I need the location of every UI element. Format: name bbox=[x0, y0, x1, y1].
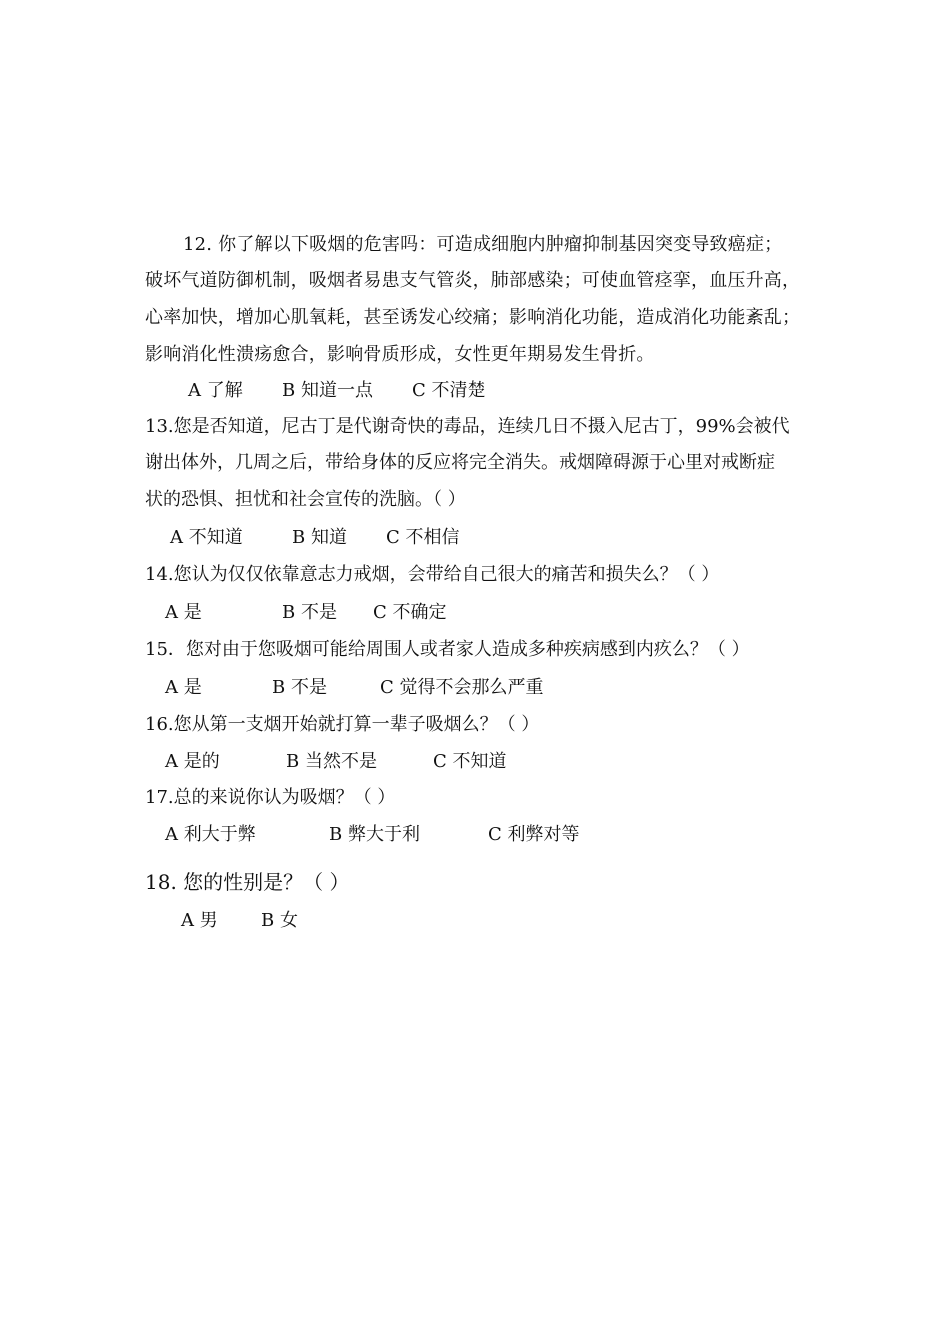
q13-option-c[interactable]: C 不相信 bbox=[386, 527, 460, 548]
q16-option-b[interactable]: B 当然不是 bbox=[286, 751, 377, 772]
q12-option-b[interactable]: B 知道一点 bbox=[282, 380, 373, 401]
q18-option-a[interactable]: A 男 bbox=[181, 910, 218, 931]
q14-option-c[interactable]: C 不确定 bbox=[373, 602, 447, 623]
q14-option-b[interactable]: B 不是 bbox=[282, 602, 337, 623]
q13-option-b[interactable]: B 知道 bbox=[292, 527, 347, 548]
q12-option-a[interactable]: A 了解 bbox=[188, 380, 243, 401]
q15-option-b[interactable]: B 不是 bbox=[272, 677, 327, 698]
q16-option-c[interactable]: C 不知道 bbox=[433, 751, 507, 772]
q12-option-c[interactable]: C 不清楚 bbox=[412, 380, 486, 401]
q17-question: 17.总的来说你认为吸烟？（ ） bbox=[145, 787, 396, 808]
q15-option-a[interactable]: A 是 bbox=[165, 677, 202, 698]
q13-line-1: 13.您是否知道，尼古丁是代谢奇快的毒品，连续几日不摄入尼古丁，99%会被代 bbox=[145, 416, 790, 437]
q18-question: 18. 您的性别是？（ ） bbox=[145, 870, 350, 894]
q15-option-c[interactable]: C 觉得不会那么严重 bbox=[380, 677, 544, 698]
q14-question: 14.您认为仅仅依靠意志力戒烟，会带给自己很大的痛苦和损失么？（ ） bbox=[145, 564, 720, 585]
q16-option-a[interactable]: A 是的 bbox=[165, 751, 220, 772]
q16-question: 16.您从第一支烟开始就打算一辈子吸烟么？（ ） bbox=[145, 714, 540, 735]
q12-line-3: 心率加快，增加心肌氧耗，甚至诱发心绞痛；影响消化功能，造成消化功能紊乱； bbox=[145, 307, 801, 328]
q17-option-c[interactable]: C 利弊对等 bbox=[488, 824, 580, 845]
q13-line-2: 谢出体外，几周之后，带给身体的反应将完全消失。戒烟障碍源于心里对戒断症 bbox=[145, 452, 775, 473]
q14-option-a[interactable]: A 是 bbox=[165, 602, 202, 623]
q18-option-b[interactable]: B 女 bbox=[261, 910, 298, 931]
q12-line-2: 破坏气道防御机制，吸烟者易患支气管炎，肺部感染；可使血管痉挛，血压升高， bbox=[145, 270, 801, 291]
q12-line-1: 12. 你了解以下吸烟的危害吗：可造成细胞内肿瘤抑制基因突变导致癌症； bbox=[183, 234, 783, 255]
q12-line-4: 影响消化性溃疡愈合，影响骨质形成，女性更年期易发生骨折。 bbox=[145, 344, 655, 365]
q13-line-3: 状的恐惧、担忧和社会宣传的洗脑。（ ） bbox=[145, 489, 466, 510]
q17-option-b[interactable]: B 弊大于利 bbox=[329, 824, 420, 845]
q13-option-a[interactable]: A 不知道 bbox=[170, 527, 243, 548]
q17-option-a[interactable]: A 利大于弊 bbox=[165, 824, 256, 845]
q15-question: 15．您对由于您吸烟可能给周围人或者家人造成多种疾病感到内疚么？（ ） bbox=[145, 639, 750, 660]
